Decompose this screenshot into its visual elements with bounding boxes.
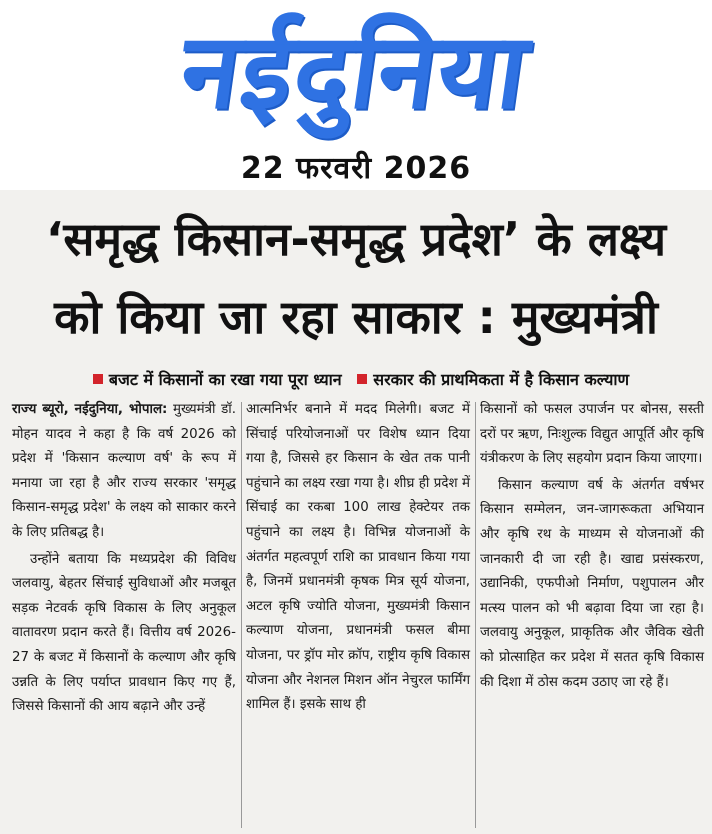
column-divider <box>475 402 476 828</box>
column-3 <box>480 398 704 828</box>
paragraph: किसानों को फसल उपार्जन पर बोनस, सस्ती दरों पर ऋण, निःशुल्क विद्युत आपूर्ति और कृषि यंत्रीकरण के लिए सहयोग प्रदान किया जाएगा। <box>480 402 704 467</box>
paragraph <box>12 398 236 546</box>
masthead <box>0 0 712 190</box>
paragraph: आत्मनिर्भर बनाने में मदद मिलेगी। बजट में सिंचाई परियोजनाओं पर विशेष ध्यान दिया गया है, जिससे हर किसान के खेत तक पानी पहुंचाने का लक्ष्य रखा गया है। शीघ्र ही प्रदेश में सिंचाई का रकबा 100 लाख हेक्टेयर तक पहुंचाने का लक्ष्य है। विभिन्न योजनाओं के अंतर्गत महत्वपूर्ण राशि का प्रावधान किया गया है, जिनमें प्रधानमंत्री कृषक मित्र सूर्य योजना, अटल कृषि ज्योति योजना, मुख्यमंत्री किसान कल्याण योजना, प्रधानमंत्री फसल बीमा योजना, पर ड्रॉप मोर क्रॉप, राष्ट्रीय कृषि विकास योजना और नेशनल मिशन ऑन नेचुरल फार्मिंग शामिल हैं। इसके साथ ही <box>246 402 470 713</box>
byline: राज्य ब्यूरो, नईदुनिया, भोपाल: <box>12 402 168 417</box>
red-square-bullet-icon <box>93 374 103 384</box>
column-1 <box>12 398 236 828</box>
subheads <box>0 368 712 390</box>
headline-line-1: ‘समृद्ध किसान-समृद्ध प्रदेश’ के लक्ष्य <box>45 212 667 266</box>
paragraph-text: मुख्यमंत्री डॉ. मोहन यादव ने कहा है कि वर्ष 2026 को प्रदेश में 'किसान कल्याण वर्ष' के रूप में मनाया जा रहा है और राज्य सरकार 'समृद्ध किसान-समृद्ध प्रदेश' के लक्ष्य को साकार करने के लिए प्रतिबद्ध है। <box>12 402 236 540</box>
column-2 <box>246 398 470 828</box>
paragraph: उन्होंने बताया कि मध्यप्रदेश की विविध जलवायु, बेहतर सिंचाई सुविधाओं और मजबूत सड़क नेटवर्क कृषि विकास के लिए अनुकूल वातावरण प्रदान करते हैं। वित्तीय वर्ष 2026-27 के बजट में किसानों के कल्याण और कृषि उन्नति के लिए पर्याप्त प्रावधान किए गए हैं, जिससे किसानों की आय बढ़ाने और उन्हें <box>12 551 236 715</box>
newspaper-logo: नईदुनिया <box>173 10 537 132</box>
article-headline <box>10 200 702 356</box>
subhead-1: बजट में किसानों का रखा गया पूरा ध्यान <box>108 370 342 389</box>
red-square-bullet-icon <box>357 374 367 384</box>
edition-date: 22 फरवरी 2026 <box>240 151 472 186</box>
paragraph: किसान कल्याण वर्ष के अंतर्गत वर्षभर किसान सम्मेलन, जन-जागरूकता अभियान और कृषि रथ के माध्यम से योजनाओं की जानकारी दी जा रही है। खाद्य प्रसंस्करण, उद्यानिकी, एफपीओ निर्माण, पशुपालन और मत्स्य पालन को भी बढ़ावा दिया जा रहा है। जलवायु अनुकूल, प्राकृतिक और जैविक खेती को प्रोत्साहित कर प्रदेश में सतत कृषि विकास की दिशा में ठोस कदम उठाए जा रहे हैं। <box>480 477 704 690</box>
column-divider <box>241 402 242 828</box>
subhead-2: सरकार की प्राथमिकता में है किसान कल्याण <box>373 370 630 389</box>
article-body <box>12 398 704 828</box>
headline-line-2: को किया जा रहा साकार : मुख्यमंत्री <box>54 290 658 344</box>
